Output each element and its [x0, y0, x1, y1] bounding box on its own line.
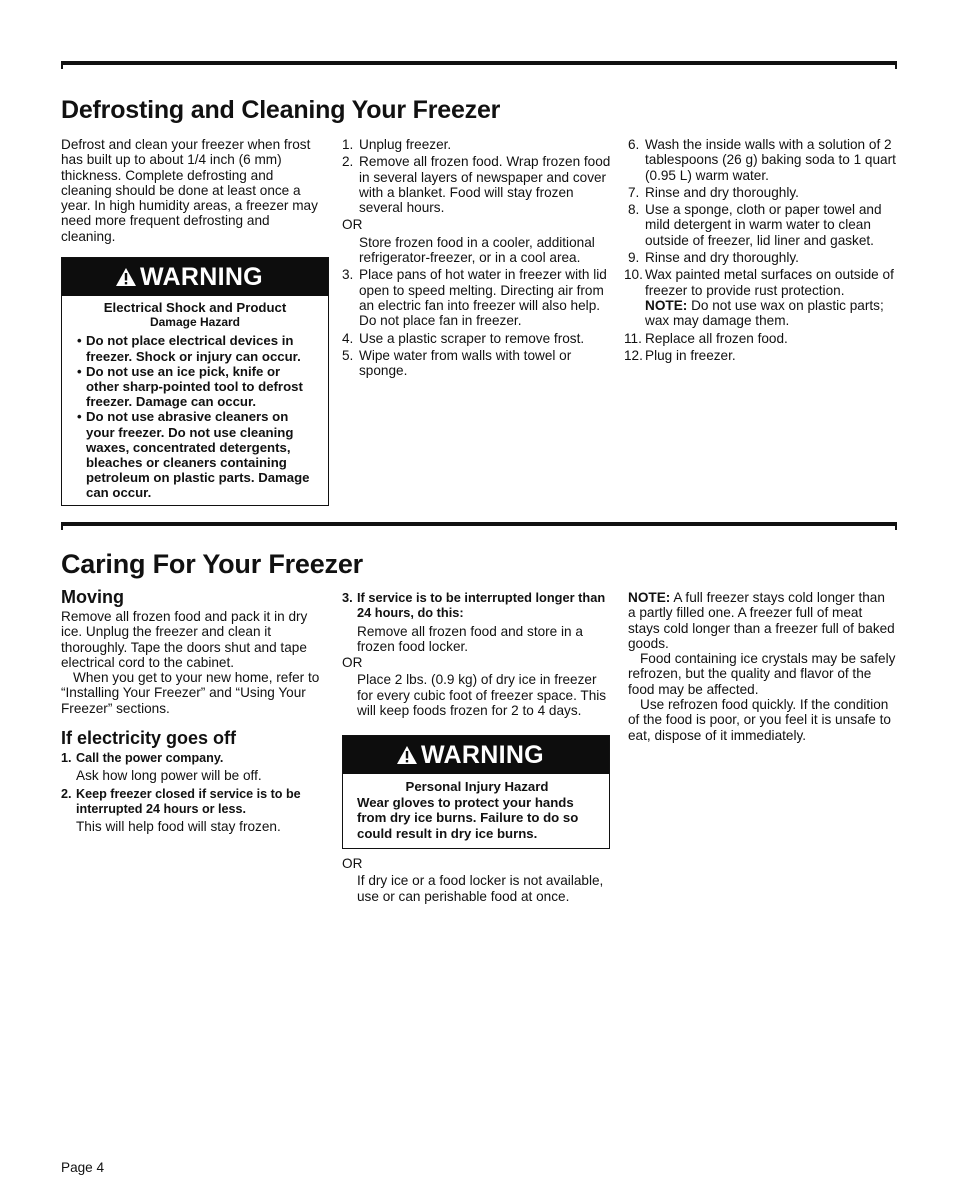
- step-item: 3. Place pans of hot water in freezer with lid open to speed melting. Directing air from an electric fan into freezer will also help. Do not place fan in freezer.: [342, 267, 607, 329]
- note: NOTE: Do not use wax on plastic parts; wax may damage them.: [645, 297, 884, 329]
- intro-line: cleaning.: [61, 228, 116, 244]
- section-divider-middle: [61, 522, 897, 526]
- electricity-step-text: Ask how long power will be off.: [76, 768, 262, 784]
- warning-text: Wear gloves to protect your hands from dry ice burns. Failure to do so could result in dry ice burns.: [357, 795, 579, 841]
- warning-triangle-icon: [115, 267, 137, 287]
- electricity-step-text: Remove all frozen food and store in a frozen food locker.: [357, 623, 583, 654]
- refreeze-paragraph: Use refrozen food quickly. If the condition of the food is poor, or you feel it is unsafe to eat, dispose of it immediately.: [628, 697, 891, 743]
- warning-bullet: • Do not use abrasive cleaners on your freezer. Do not use cleaning waxes, concentrated detergents, bleaches or cleaners containing petroleum on plastic parts. Damage can occur.: [77, 409, 310, 501]
- moving-paragraph: When you get to your new home, refer to “Installing Your Freezer” and “Using Your Freezer” sections.: [61, 670, 320, 716]
- section-title-caring: Caring For Your Freezer: [61, 549, 363, 579]
- moving-paragraph: Remove all frozen food and pack it in dry ice. Unplug the freezer and clean it thoroughly. Tape the doors shut and tape electrical cord to the cabinet.: [61, 609, 308, 670]
- intro-line: year. In high humidity areas, a freezer may: [61, 198, 318, 214]
- step-item: 11. Replace all frozen food.: [624, 330, 788, 346]
- step-item: 12. Plug in freezer.: [624, 347, 736, 363]
- step-item: 2. Remove all frozen food. Wrap frozen food in several layers of newspaper and cover with a blanket. Food will stay frozen several hours.: [342, 154, 611, 216]
- dry-ice-text: Place 2 lbs. (0.9 kg) of dry ice in freezer for every cubic foot of freezer space. This will keep foods frozen for 2 to 4 days.: [357, 672, 607, 719]
- intro-line: thickness. Complete defrosting and: [61, 167, 274, 183]
- step-item: 1. Unplug freezer.: [342, 137, 452, 152]
- warning-header: [343, 736, 609, 774]
- warning-triangle-icon: [396, 745, 418, 765]
- intro-line: need more frequent defrosting and: [61, 213, 270, 229]
- warning-box-dry-ice: [342, 735, 610, 849]
- step-item: 6. Wash the inside walls with a solution of 2 tablespoons (26 g) baking soda to 1 quart (0.95 L) warm water.: [628, 137, 896, 183]
- defrost-steps-col2: [342, 137, 614, 380]
- electricity-step: 1. Call the power company.: [61, 751, 224, 766]
- step-item: 4. Use a plastic scraper to remove frost.: [342, 330, 585, 346]
- electricity-step-text: This will help food will stay frozen.: [76, 819, 281, 835]
- electricity-step: 3. If service is to be interrupted longer than 24 hours, do this:: [342, 590, 606, 621]
- section-divider-top: [61, 61, 897, 65]
- hazard-title: Electrical Shock and Product: [103, 300, 287, 315]
- warning-bullet: • Do not place electrical devices in freezer. Shock or injury can occur.: [77, 333, 301, 364]
- defrost-steps-col3: [624, 137, 896, 365]
- caring-col1: [61, 587, 327, 835]
- warning-label: WARNING: [140, 263, 263, 291]
- step-alternative: Store frozen food in a cooler, additional refrigerator-freezer, or in a cool area.: [359, 234, 595, 266]
- hazard-title: Personal Injury Hazard: [405, 779, 549, 794]
- step-item: 10. Wax painted metal surfaces on outside of freezer to provide rust protection. NOTE: Do not use wax on plastic parts; wax may damage them.: [624, 267, 896, 328]
- or-label: OR: [342, 655, 363, 671]
- step-item: 8. Use a sponge, cloth or paper towel and mild detergent in warm water to clean outside of freezer, lid liner and gasket.: [628, 202, 882, 248]
- caring-col2: [342, 590, 612, 718]
- step-item: 7. Rinse and dry thoroughly.: [628, 184, 799, 200]
- electricity-step: 2. Keep freezer closed if service is to be interrupted 24 hours or less.: [61, 786, 301, 816]
- defrost-intro: [61, 137, 327, 244]
- refreeze-paragraph: Food containing ice crystals may be safely refrozen, but the quality and flavor of the food may be affected.: [628, 651, 896, 697]
- or-label: OR: [342, 856, 363, 871]
- step-item: 9. Rinse and dry thoroughly.: [628, 250, 799, 266]
- warning-label: WARNING: [421, 741, 544, 769]
- intro-line: cleaning should be done at least once a: [61, 182, 301, 198]
- or-label: OR: [342, 217, 363, 233]
- caring-col2-after: [342, 855, 612, 904]
- section-title-defrosting: Defrosting and Cleaning Your Freezer: [61, 96, 501, 124]
- step-item: 5. Wipe water from walls with towel or sponge.: [342, 347, 572, 379]
- dry-ice-alternative: If dry ice or a food locker is not available, use or can perishable food at once.: [357, 873, 604, 904]
- warning-bullet: • Do not use an ice pick, knife or other sharp-pointed tool to defrost freezer. Damage can occur.: [77, 363, 303, 410]
- warning-box-electrical: [61, 257, 329, 506]
- caring-col3: [628, 590, 896, 743]
- hazard-subtitle: Damage Hazard: [149, 315, 241, 330]
- moving-heading: Moving: [61, 587, 124, 607]
- warning-header: [62, 258, 328, 296]
- electricity-heading: If electricity goes off: [61, 728, 237, 749]
- note-paragraph: NOTE: A full freezer stays cold longer than a partly filled one. A freezer full of meat stays cold longer than a freezer full of baked goods.: [628, 590, 895, 651]
- page-number: Page 4: [61, 1160, 105, 1175]
- intro-line: has built up to about 1/4 inch (6 mm): [61, 152, 282, 168]
- intro-line: Defrost and clean your freezer when frost: [61, 137, 311, 152]
